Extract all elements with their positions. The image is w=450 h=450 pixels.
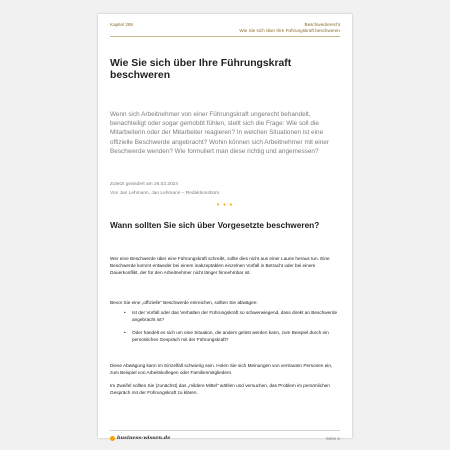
list-item-text: Ist der Vorfall oder das Verhalten der Führungskraft so schwerwiegend, dass direkt an Beschwerde angebracht ist? xyxy=(132,310,338,322)
author-line: Von Jan Lehmann, Jan Lehmann – Redaktionsbüro xyxy=(110,191,220,196)
list-item-text: Oder handelt es sich um eine Situation, die anders gelöst werden kann, zum Beispiel durch ein persönliches Gespräch mit der Führungskraft? xyxy=(132,330,329,342)
paragraph-1: Wer eine Beschwerde über eine Führungskraft schreibt, sollte dies nicht aus einer Laune heraus tun. Eine Beschwerde kommt entweder bei einem inakzeptablen einzelnen Vorfall in Betracht oder bei einem Dauerkonflikt, der für den Arbeitnehmer nicht länger hinnehmbar ist. xyxy=(110,256,330,275)
article-meta xyxy=(110,180,340,198)
subsection-label: Wie Sie sich über Ihre Führungskraft beschweren xyxy=(239,28,340,33)
running-header xyxy=(239,22,340,34)
chapter-label: Kapitel 265 xyxy=(110,22,133,27)
bullet-icon: • xyxy=(124,310,126,315)
site-logo xyxy=(110,435,170,441)
article-intro: Wenn sich Arbeitnehmer von einer Führungskraft ungerecht behandelt, benachteiligt oder sogar gemobbt fühlen, stellt sich die Frage: Wie soll die Mitarbeiterin oder der Mitarbeiter reagieren? In welchen Situationen ist eine offizielle Beschwerde angebracht? Wohin können sich Arbeitnehmer mit einer Beschwerde wenden? Wie formuliert man diese richtig und angemessen? xyxy=(110,111,329,155)
considerations-list xyxy=(110,309,342,349)
paragraph-3: Diese Abwägung kann im Einzelfall schwierig sein. Holen Sie sich Meinungen von vertrauten Personen ein, zum Beispiel von Arbeitskollegen oder Familienmitgliedern. xyxy=(110,363,333,375)
section-label: Beschwerderecht xyxy=(304,22,340,27)
header-divider xyxy=(110,36,340,37)
section-heading: Wann sollten Sie sich über Vorgesetzte beschweren? xyxy=(110,220,320,230)
footer-divider xyxy=(110,430,340,431)
page-number: Seite 2 xyxy=(325,436,340,441)
list-item xyxy=(110,309,342,323)
orange-dot-icon xyxy=(110,436,115,441)
updated-date: Zuletzt geändert am 26.03.2024 xyxy=(110,182,179,187)
paragraph-2: Bevor Sie eine „offizielle“ Beschwerde einreichen, sollten Sie abwägen: xyxy=(110,300,258,305)
section-separator: • • • xyxy=(216,202,234,209)
logo-text: business-wissen.de xyxy=(117,435,171,441)
bullet-icon: • xyxy=(124,330,126,335)
document-page xyxy=(98,14,352,441)
list-item xyxy=(110,329,342,343)
article-title: Wie Sie sich über Ihre Führungskraft beschweren xyxy=(110,58,292,82)
paragraph-4: Im Zweifel sollten Sie (zunächst) das „mildere Mittel“ wählen und versuchen, das Problem im persönlichen Gespräch mit der Führungskraft zu klären. xyxy=(110,383,330,395)
